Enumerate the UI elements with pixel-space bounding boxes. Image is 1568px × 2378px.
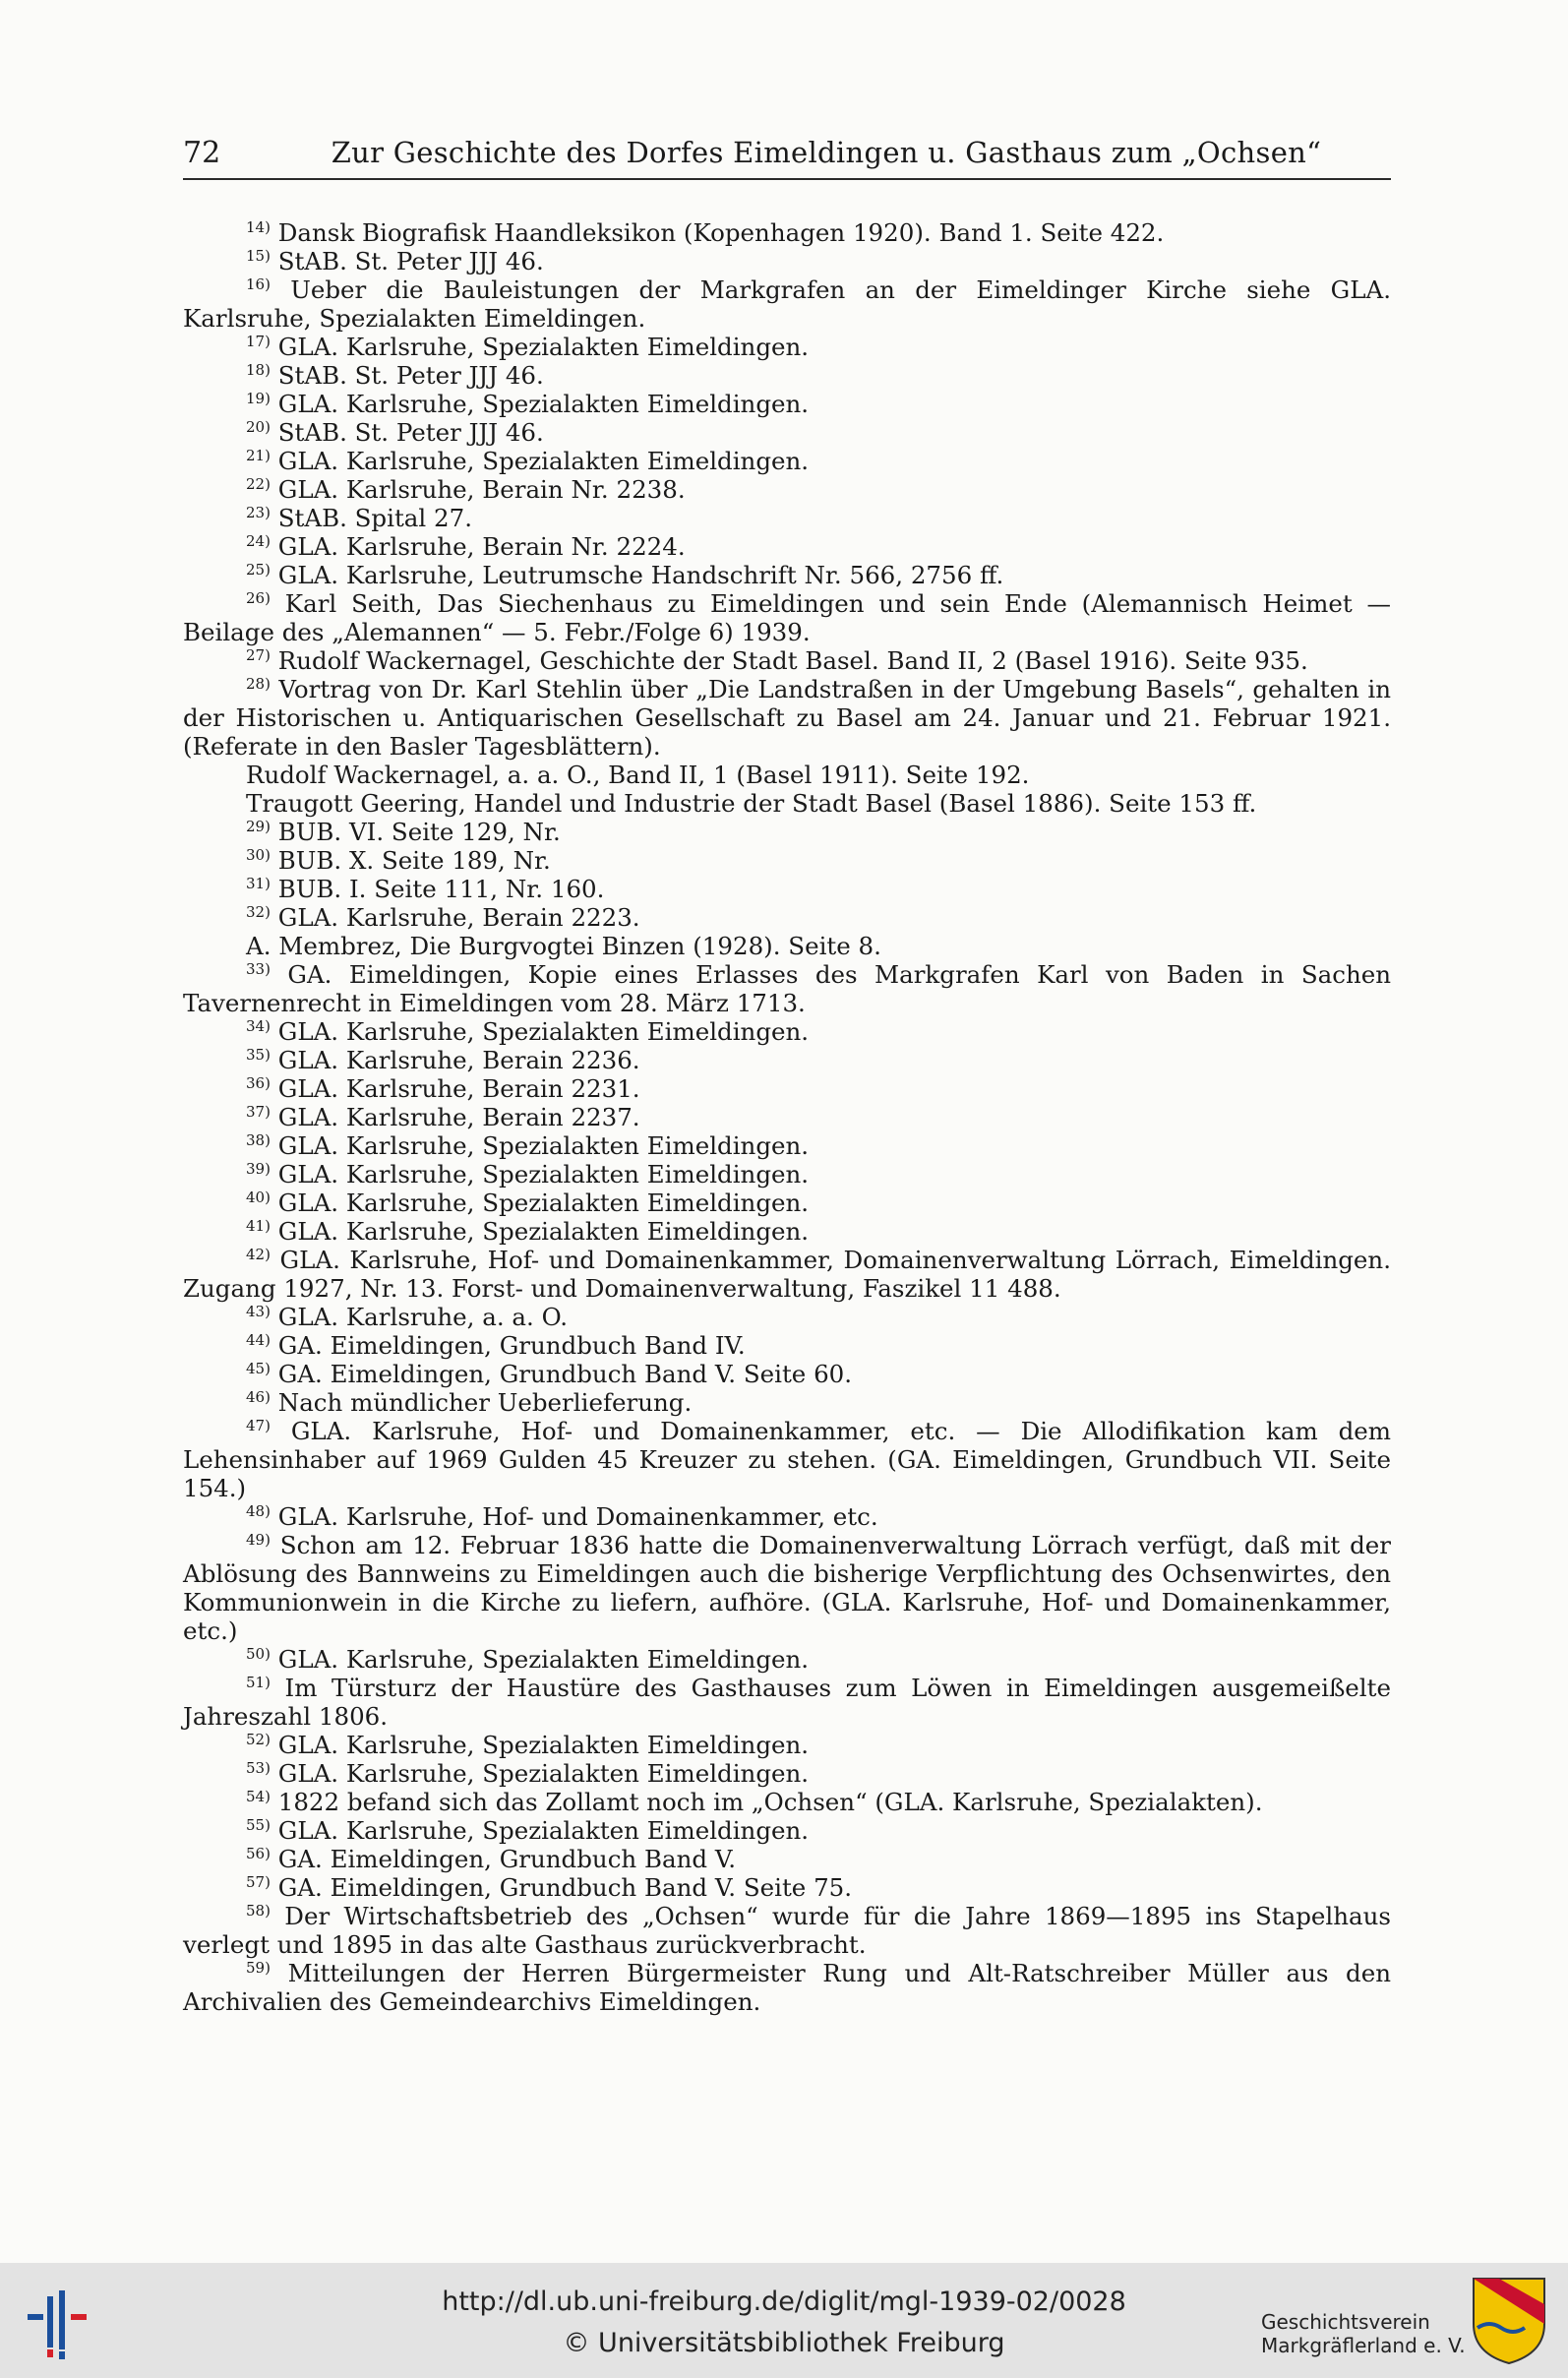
footnote-text: StAB. St. Peter JJJ 46.: [277, 247, 544, 275]
footnote: [183, 390, 1391, 418]
society-name-line1: Geschichtsverein: [1261, 2310, 1430, 2334]
footnote-text: GLA. Karlsruhe, Berain 2231.: [277, 1074, 640, 1103]
footnote-text: GLA. Karlsruhe, Berain 2237.: [277, 1103, 640, 1131]
footnote: [183, 1160, 1391, 1189]
footnote-text: GLA. Karlsruhe, Spezialakten Eimeldingen.: [277, 333, 810, 361]
footnote-text: 1822 befand sich das Zollamt noch im „Ochsen“ (GLA. Karlsruhe, Spezialakten).: [277, 1788, 1263, 1816]
source-url-link[interactable]: http://dl.ub.uni-freiburg.de/diglit/mgl-1939-02/0028: [442, 2287, 1126, 2317]
footnote: [183, 361, 1391, 390]
footnote-number: 28): [246, 675, 271, 693]
footnote-text: GLA. Karlsruhe, Spezialakten Eimeldingen.: [277, 1759, 810, 1788]
footnote: [183, 1360, 1391, 1388]
footnote: [183, 1902, 1391, 1959]
society-crest-icon: [1470, 2275, 1548, 2367]
footnote: [183, 646, 1391, 675]
footnote-text: Nach mündlicher Ueberlieferung.: [277, 1388, 693, 1417]
footnote: [183, 1131, 1391, 1160]
footnote-text: GA. Eimeldingen, Grundbuch Band V. Seite 75.: [277, 1873, 853, 1902]
footnote-text: GLA. Karlsruhe, Spezialakten Eimeldingen.: [277, 1017, 810, 1046]
footnote: [183, 1189, 1391, 1217]
footnote: [183, 1017, 1391, 1046]
footnote-number: 44): [246, 1331, 271, 1349]
footnote-number: 22): [246, 475, 271, 493]
footnote-number: 37): [246, 1103, 271, 1121]
footnote: [183, 960, 1391, 1017]
footnote: [183, 589, 1391, 646]
footnote-number: 14): [246, 218, 271, 236]
footnote-number: 50): [246, 1645, 271, 1663]
footnote: [183, 1531, 1391, 1645]
footnote: [183, 561, 1391, 589]
footnote-text: Im Türsturz der Haustüre des Gasthauses zum Löwen in Eimeldingen ausgemeißelte Jahreszahl 1806.: [183, 1674, 1391, 1731]
footnote-list: [183, 218, 1391, 2016]
footnote-number: 57): [246, 1873, 271, 1891]
footnote-text: GLA. Karlsruhe, Spezialakten Eimeldingen.: [277, 1816, 810, 1845]
footnote-number: 27): [246, 646, 271, 664]
footnote-text: Traugott Geering, Handel und Industrie der Stadt Basel (Basel 1886). Seite 153 ff.: [246, 789, 1257, 818]
footnote-number: 40): [246, 1189, 271, 1206]
footnote: [183, 1303, 1391, 1331]
footnote-number: 29): [246, 818, 271, 835]
footnote-text: GLA. Karlsruhe, a. a. O.: [277, 1303, 569, 1331]
footnote-number: 31): [246, 875, 271, 892]
footnote: [183, 532, 1391, 561]
footnote-text: Mitteilungen der Herren Bürgermeister Rung und Alt-Ratschreiber Müller aus den Archivalien des Gemeindearchivs Eimeldingen.: [183, 1959, 1391, 2016]
footnote-number: 54): [246, 1788, 271, 1805]
footnote: [183, 247, 1391, 275]
footnote-number: 32): [246, 903, 271, 921]
footnote-text: StAB. Spital 27.: [277, 504, 472, 532]
footnote-number: 38): [246, 1131, 271, 1149]
footnote-text: GLA. Karlsruhe, Spezialakten Eimeldingen.: [277, 1189, 810, 1217]
footnote-text: GLA. Karlsruhe, Berain 2236.: [277, 1046, 640, 1074]
footnote-text: GLA. Karlsruhe, Hof- und Domainenkammer, Domainenverwaltung Lörrach, Eimeldingen. Zugang 1927, Nr. 13. Forst- und Domainenverwaltung, Faszikel 11 488.: [183, 1246, 1391, 1303]
footnote-text: BUB. I. Seite 111, Nr. 160.: [277, 875, 605, 903]
footnote: [183, 1731, 1391, 1759]
footnote: [183, 418, 1391, 447]
footnote: [183, 1788, 1391, 1816]
footnote-text: Rudolf Wackernagel, a. a. O., Band II, 1 (Basel 1911). Seite 192.: [246, 761, 1030, 789]
footnote: [183, 1674, 1391, 1731]
footnote: [183, 447, 1391, 475]
footnote-number: 36): [246, 1074, 271, 1092]
footnote-text: Dansk Biografisk Haandleksikon (Kopenhagen 1920). Band 1. Seite 422.: [277, 218, 1165, 247]
footnote: [183, 275, 1391, 333]
footnote: [183, 846, 1391, 875]
footnote: [183, 1331, 1391, 1360]
footnote-number: 55): [246, 1816, 271, 1834]
footnote: [183, 504, 1391, 532]
footnote: [183, 761, 1391, 789]
footnote-number: 47): [246, 1417, 271, 1434]
footnote-number: 16): [246, 275, 271, 293]
footnote-number: 39): [246, 1160, 271, 1178]
footnote-text: GLA. Karlsruhe, Berain 2223.: [277, 903, 640, 932]
footnote-number: 17): [246, 333, 271, 350]
footnote-number: 49): [246, 1531, 271, 1549]
footnote-text: GLA. Karlsruhe, Spezialakten Eimeldingen.: [277, 390, 810, 418]
footnote-number: 24): [246, 532, 271, 550]
footnote-text: GLA. Karlsruhe, Spezialakten Eimeldingen.: [277, 1131, 810, 1160]
footnote-text: GLA. Karlsruhe, Spezialakten Eimeldingen.: [277, 1645, 810, 1674]
footnote: [183, 1417, 1391, 1502]
footnote-number: 41): [246, 1217, 271, 1235]
footnote-text: StAB. St. Peter JJJ 46.: [277, 418, 544, 447]
footnote-number: 58): [246, 1902, 271, 1920]
footnote: [183, 1046, 1391, 1074]
footnote: [183, 475, 1391, 504]
footnote: [183, 333, 1391, 361]
footnote-text: GA. Eimeldingen, Kopie eines Erlasses des Markgrafen Karl von Baden in Sachen Tavernenrecht in Eimeldingen vom 28. März 1713.: [183, 960, 1391, 1017]
footnote-number: 48): [246, 1502, 271, 1520]
footnote: [183, 1388, 1391, 1417]
footnote-text: Schon am 12. Februar 1836 hatte die Domainenverwaltung Lörrach verfügt, daß mit der Ablösung des Bannweins zu Eimeldingen auch die bisherige Verpflichtung des Ochsenwirtes, den Kommunionwein in die Kirche zu liefern, aufhöre. (GLA. Karlsruhe, Hof- und Domainenkammer, etc.): [183, 1531, 1391, 1645]
footnote-number: 33): [246, 960, 271, 978]
footnote-text: GLA. Karlsruhe, Leutrumsche Handschrift Nr. 566, 2756 ff.: [277, 561, 1004, 589]
footnote-number: 46): [246, 1388, 271, 1406]
footnote-number: 59): [246, 1959, 271, 1977]
footnote: [183, 1873, 1391, 1902]
footnote-number: 23): [246, 504, 271, 521]
footnote: [183, 875, 1391, 903]
footnote-text: GLA. Karlsruhe, Spezialakten Eimeldingen.: [277, 447, 810, 475]
footnote-text: A. Membrez, Die Burgvogtei Binzen (1928). Seite 8.: [246, 932, 881, 960]
footnote: [183, 789, 1391, 818]
footnote-number: 30): [246, 846, 271, 864]
footnote-number: 45): [246, 1360, 271, 1377]
footnote-text: GLA. Karlsruhe, Berain Nr. 2238.: [277, 475, 686, 504]
footnote-number: 20): [246, 418, 271, 436]
footnote: [183, 932, 1391, 960]
footnote-number: 15): [246, 247, 271, 265]
footnote-number: 42): [246, 1246, 271, 1263]
footnote-number: 34): [246, 1017, 271, 1035]
page-header: [183, 136, 1391, 180]
footnote-number: 35): [246, 1046, 271, 1064]
footnote-text: GLA. Karlsruhe, Hof- und Domainenkammer, etc. — Die Allodifikation kam dem Lehensinhaber auf 1969 Gulden 45 Kreuzer zu stehen. (GA. Eimeldingen, Grundbuch VII. Seite 154.): [183, 1417, 1391, 1502]
footnote-number: 26): [246, 589, 271, 607]
footnote-number: 18): [246, 361, 271, 379]
footnote-text: Rudolf Wackernagel, Geschichte der Stadt Basel. Band II, 2 (Basel 1916). Seite 935.: [277, 646, 1308, 675]
footnote-text: GLA. Karlsruhe, Spezialakten Eimeldingen.: [277, 1217, 810, 1246]
page-number: 72: [183, 136, 221, 170]
footnote: [183, 1217, 1391, 1246]
footnote-text: GA. Eimeldingen, Grundbuch Band V.: [277, 1845, 737, 1873]
footnote: [183, 1246, 1391, 1303]
footnote: [183, 1959, 1391, 2016]
footnote-number: 53): [246, 1759, 271, 1777]
footnote-text: BUB. VI. Seite 129, Nr.: [277, 818, 561, 846]
footnote: [183, 1074, 1391, 1103]
footnote-text: GLA. Karlsruhe, Spezialakten Eimeldingen.: [277, 1160, 810, 1189]
society-name-line2: Markgräflerland e. V.: [1261, 2334, 1466, 2357]
footnote: [183, 1845, 1391, 1873]
footnote: [183, 1759, 1391, 1788]
footnote-text: Der Wirtschaftsbetrieb des „Ochsen“ wurde für die Jahre 1869—1895 ins Stapelhaus verlegt und 1895 in das alte Gasthaus zurückverbracht.: [183, 1902, 1391, 1959]
society-name: [1261, 2310, 1466, 2357]
footnote: [183, 675, 1391, 761]
footnote: [183, 818, 1391, 846]
footnote-text: BUB. X. Seite 189, Nr.: [277, 846, 551, 875]
footnote-text: GLA. Karlsruhe, Berain Nr. 2224.: [277, 532, 686, 561]
footnote-number: 25): [246, 561, 271, 579]
footnote-number: 19): [246, 390, 271, 407]
footnote-text: GA. Eimeldingen, Grundbuch Band V. Seite 60.: [277, 1360, 853, 1388]
footnote-text: Karl Seith, Das Siechenhaus zu Eimeldingen und sein Ende (Alemannisch Heimet — Beilage des „Alemannen“ — 5. Febr./Folge 6) 1939.: [183, 589, 1391, 646]
footnote-text: GLA. Karlsruhe, Spezialakten Eimeldingen.: [277, 1731, 810, 1759]
footnote: [183, 1645, 1391, 1674]
footnote: [183, 1816, 1391, 1845]
copyright-text: © Universitätsbibliothek Freiburg: [563, 2328, 1005, 2358]
running-title: Zur Geschichte des Dorfes Eimeldingen u. Gasthaus zum „Ochsen“: [331, 136, 1322, 169]
footnote-number: 56): [246, 1845, 271, 1862]
viewer-footer: [0, 2263, 1568, 2378]
footnote: [183, 218, 1391, 247]
footnote-text: GA. Eimeldingen, Grundbuch Band IV.: [277, 1331, 746, 1360]
footnote-text: Vortrag von Dr. Karl Stehlin über „Die Landstraßen in der Umgebung Basels“, gehalten in der Historischen u. Antiquarischen Gesellschaft zu Basel am 24. Januar und 21. Februar 1921. (Referate in den Basler Tagesblättern).: [183, 675, 1391, 761]
footnote-number: 51): [246, 1674, 271, 1691]
footnote: [183, 903, 1391, 932]
footnote-text: GLA. Karlsruhe, Hof- und Domainenkammer, etc.: [277, 1502, 878, 1531]
footnote-text: Ueber die Bauleistungen der Markgrafen an der Eimeldinger Kirche siehe GLA. Karlsruhe, Spezialakten Eimeldingen.: [183, 275, 1391, 333]
footnote: [183, 1103, 1391, 1131]
footnote-number: 21): [246, 447, 271, 464]
footnote: [183, 1502, 1391, 1531]
footnote-number: 43): [246, 1303, 271, 1320]
footnote-text: StAB. St. Peter JJJ 46.: [277, 361, 544, 390]
footnote-number: 52): [246, 1731, 271, 1748]
